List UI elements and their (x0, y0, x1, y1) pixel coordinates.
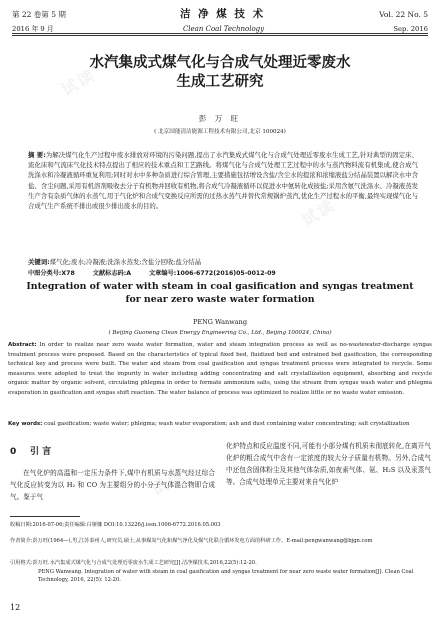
body-column-right (226, 440, 431, 488)
author-en: PENG Wanwang (192, 318, 248, 326)
class-number: 中图分类号:X78 (28, 270, 75, 277)
citation-en: PENG Wanwang. Integration of water with steam in coal gasification and syngas treatment for near zero waste water formation[J]. Clean Coal Technology, 2016, 22(5): 12-20. (38, 568, 414, 584)
watermark: 试读 (298, 195, 339, 230)
paper-title-cn (0, 54, 440, 92)
keywords-cn-label: 关键词: (28, 258, 50, 266)
document-code: 文献标志码:A (92, 270, 131, 277)
body-column-left (10, 440, 215, 503)
volume-en: Vol. 22 No. 5 (379, 10, 428, 19)
footnote-received: 收稿日期:2016-07-06;责任编辑:白娅娜 DOI:10.13226/j.issn.1006-6772.2016.05.003 (10, 522, 221, 528)
footnote-author-bio: 作者简介:彭万旺(1964—),男,江苏泰州人,研究员,硕士,从事煤炭气化和煤气净化及煤气化联合循环发电方面的科研工作。E-mail:pengwanwang@bjgn.com (10, 538, 373, 544)
classification-row (28, 268, 418, 277)
body-paragraph: 在气化炉的高温和一定压力条件下,煤中有机质与水蒸气经过综合气化反应转变为以 H₂ 和 CO 为主要组分的小分子气体混合物即合成气。鉴于气 (10, 469, 215, 501)
abstract-cn-label: 摘 要: (28, 151, 46, 159)
journal-name-en: Clean Coal Technology (182, 25, 265, 33)
abstract-cn (28, 150, 418, 211)
section-heading (10, 444, 215, 457)
abstract-cn-text: 为解决煤气化生产过程中废水排放对环境的污染问题,提出了水汽集成式煤气化与合成气处理近零废水生成工艺,针对典型的固定床、流化床和气流床气化技术特点提出了相应的技术重点和工艺路线。将煤气化与合成气处理工艺过程中的水与蒸汽物料流有机集成,使合成气洗涤水和冷凝液循环重复利用;同时对水中多种杂质进行综合管理,主要措施包括增设含盐/含尘水的提浓和浓缩液盐分结晶装置以解决水中含盐、含尘问题,采用有机溶剂吸收去分子有机物并回收有机物,将合成气冷凝液循环以促进水中氨转化成铵盐;采用含氨气洗涤水、冷凝液蒸发生产含有杂质气体的水蒸气,用于气化炉和合成气变换反应所需的过热水蒸气并替代常规锅炉蒸汽,优化生产过程水的平衡,最终实现煤气化与合成气生产系统不排出或很少排出废水的目的。 (28, 151, 419, 211)
date-en: Sep. 2016 (393, 25, 428, 33)
header-rule-thin (12, 35, 428, 36)
watermark: 试读 (58, 65, 99, 100)
header-rule (12, 33, 428, 34)
footnote-citation (10, 559, 430, 585)
article-number: 文章编号:1006-6772(2016)05-0012-09 (149, 270, 276, 277)
issue-cn: 第 22 卷第 5 期 (12, 10, 66, 19)
keywords-en-text: coal gasification; waste water; phlegma; wash water evaporation; ash and dust containing water concentrating; salt crystallization (44, 421, 410, 427)
paper-title-en (0, 280, 440, 306)
abstract-en-label: Abstract: (8, 342, 37, 348)
body-paragraph: 化炉特点和反应温度不同,可能有小部分煤有机质未彻底转化,在离开气化炉的粗合成气中含有一定浓度的较大分子质量有机物。另外,合成气中还包含固体粉尘及其他气体杂质,如夜素气体、氨、H₂S 以及汞蒸气等。合成气处理单元主要对来自气化炉 (226, 442, 431, 486)
section-number: 0 (10, 447, 17, 457)
keywords-cn (28, 257, 418, 267)
author-cn: 彭 万 旺 (198, 114, 242, 123)
title-cn-line2: 生成工艺研究 (176, 74, 264, 90)
affiliation-cn: ( 北京国能清洁能源工程技术有限公司,北京 100024) (154, 129, 286, 135)
page-number: 12 (10, 603, 21, 612)
watermark: 试读 (148, 465, 189, 500)
journal-name-cn: 洁 净 煤 技 术 (179, 8, 266, 20)
keywords-en (8, 420, 432, 430)
keywords-en-label: Key words: (8, 421, 43, 427)
footnote-rule (10, 516, 80, 517)
affiliation-en: ( Beijing Guoneng Clean Energy Engineering Co., Ltd., Beijing 100024, China) (108, 330, 332, 336)
citation-cn: 引用格式:彭万旺.水汽集成式煤气化与合成气处理近零废水生成工艺研究[J].洁净煤技术,2016,22(5):12-20. (10, 560, 257, 566)
title-en-line1: Integration of water with steam in coal gasification and syngas treatment (26, 281, 414, 292)
abstract-en (8, 341, 432, 398)
date-cn: 2016 年 9 月 (12, 25, 54, 33)
abstract-en-text: In order to realize near zero waste water formation, water and steam integration process as well as no-wastewater-discharge syngas treatment process were proposed. Based on the characteristics of typical fixed bed, fluidized bed and entrained bed gasification, the corresponding technical key and process were built. The water and steam from coal gasification and syngas treatment process were integrated to recycle. Some measures were adopted to treat the impurity in water including adding concentrating and salt crystallization equipment, absorbing and recycle organic matter by organic solvent, circulating phlegma in order to formate ammonium salts, using the stream from syngas wash water and phlegma evaporation in gasification and syngas shift reaction. The water balance of process was optimized to realize little or no waste water emission. (8, 342, 433, 396)
keywords-cn-text: 煤气化;废水;冷凝液;洗涤水蒸发;含盐分回收;盐分结晶 (49, 258, 202, 266)
title-cn-line1: 水汽集成式煤气化与合成气处理近零废水 (89, 55, 351, 71)
section-title: 引 言 (30, 447, 52, 457)
title-en-line2: for near zero waste water formation (125, 294, 315, 305)
running-header (12, 6, 428, 36)
